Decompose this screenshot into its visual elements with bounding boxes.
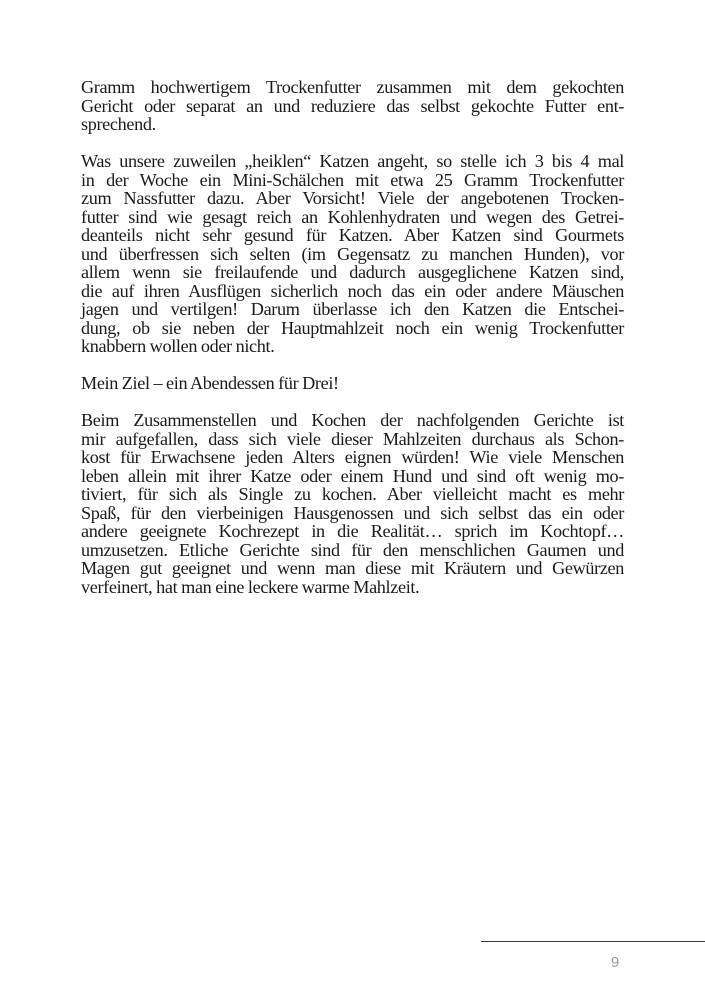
page-number: 9	[610, 954, 620, 971]
text-line: kost für Erwachsene jeden Alters eignen würden! Wie viele Menschen	[81, 447, 624, 467]
text-line: Was unsere zuweilen „heiklen“ Katzen angeht, so stelle ich 3 bis 4 mal	[81, 151, 624, 171]
section-heading-dinner-for-three	[81, 374, 624, 393]
text-line: andere geeignete Kochrezept in die Realität… sprich im Kochtopf…	[81, 521, 624, 541]
paragraph-picky-cats	[81, 152, 624, 356]
paragraph-cooking-together	[81, 411, 624, 596]
text-line: leben allein mit ihrer Katze oder einem Hund und sind oft wenig mo-	[81, 465, 624, 486]
text-line: knabbern wollen oder nicht.	[81, 336, 275, 356]
text-line: Gramm hochwertigem Trockenfutter zusammen mit dem gekochten	[81, 77, 624, 97]
text-line: mir aufgefallen, dass sich viele dieser Mahlzeiten durchaus als Schon-	[81, 428, 624, 449]
text-line: Beim Zusammenstellen und Kochen der nachfolgenden Gerichte ist	[81, 410, 624, 430]
text-line: die auf ihren Ausflügen sicherlich noch das ein oder andere Mäuschen	[81, 280, 624, 301]
text-line: allem wenn sie freilaufende und dadurch ausgeglichene Katzen sind,	[81, 262, 624, 282]
text-line: verfeinert, hat man eine leckere warme Mahlzeit.	[81, 576, 420, 597]
text-line: tiviert, für sich als Single zu kochen. Aber vielleicht macht es mehr	[81, 484, 624, 504]
text-line: deanteils nicht sehr gesund für Katzen. Aber Katzen sind Gourmets	[81, 225, 624, 245]
text-line: jagen und vertilgen! Darum überlasse ich den Katzen die Entschei-	[81, 299, 624, 319]
text-line: futter sind wie gesagt reich an Kohlenhydraten und wegen des Getrei-	[81, 206, 624, 227]
text-line: und überfressen sich selten (im Gegensatz zu manchen Hunden), vor	[81, 243, 624, 264]
text-line: Spaß, für den vierbeinigen Hausgenossen und sich selbst das ein oder	[81, 502, 624, 523]
text-line: zum Nassfutter dazu. Aber Vorsicht! Viele der angebotenen Trocken-	[81, 188, 624, 208]
text-line: sprechend.	[81, 114, 156, 134]
footer-divider	[481, 941, 705, 942]
text-line: Gericht oder separat an und reduziere das selbst gekochte Futter ent-	[81, 95, 624, 116]
paragraph-dry-food-portion	[81, 78, 624, 134]
text-line: umzusetzen. Etliche Gerichte sind für den menschlichen Gaumen und	[81, 539, 624, 560]
page-body	[81, 78, 624, 615]
text-line: in der Woche ein Mini-Schälchen mit etwa 25 Gramm Trockenfutter	[81, 169, 624, 190]
text-line: Magen gut geeignet und wenn man diese mit Kräutern und Gewürzen	[81, 558, 624, 578]
heading-text: Mein Ziel – ein Abendessen für Drei!	[81, 373, 339, 393]
text-line: dung, ob sie neben der Hauptmahlzeit noch ein wenig Trockenfutter	[81, 317, 624, 338]
